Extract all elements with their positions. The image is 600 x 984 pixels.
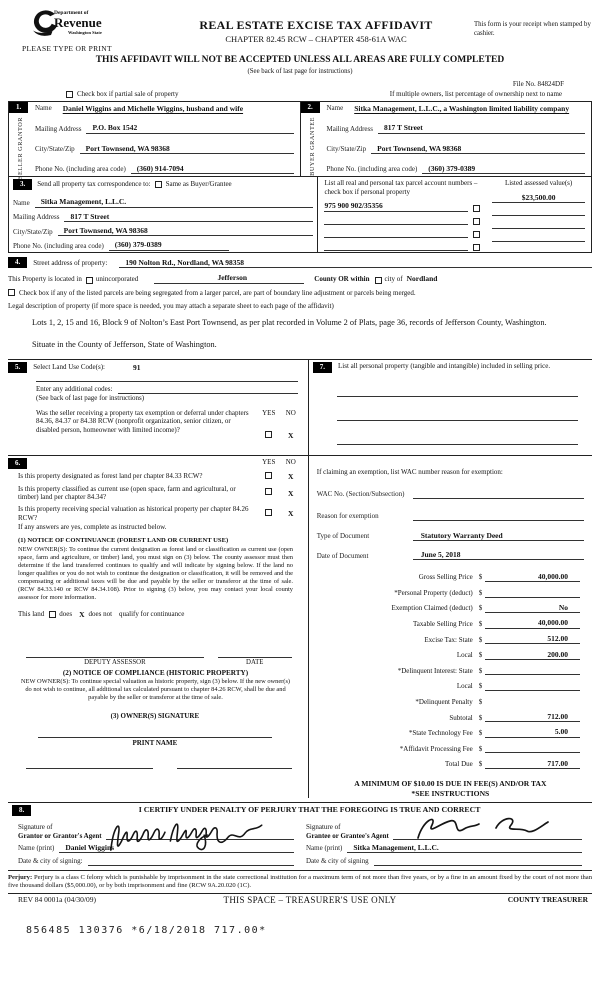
section5-see-back: (See back of last page for instructions) [36, 393, 145, 402]
seller-name-label: Name [35, 104, 52, 113]
fee-value-penalty[interactable] [485, 698, 580, 707]
fee-label-total: Total Due [445, 760, 473, 769]
fee-label-subtotal: Subtotal [449, 713, 473, 722]
same-as-buyer-checkbox[interactable] [155, 181, 162, 188]
fee-value-tech[interactable]: 5.00 [485, 727, 580, 737]
doc-type-label: Type of Document [316, 532, 370, 541]
minimum-note-1: A MINIMUM OF $10.00 IS DUE IN FEE(S) AND/OR TAX [354, 779, 547, 789]
dollar-sign: $ [478, 619, 483, 628]
notice2-body: NEW OWNER(S): To continue special valuation as historic property, sign (3) below. If the new owner(s) do not wish to continue, all additional tax calculated pursuant to chapter 84.26 RCW, shall be due and payable by the seller or transferor at the time of sale. [20, 678, 291, 702]
q2-yes-cell [258, 488, 280, 498]
fee-value-subtotal[interactable]: 712.00 [485, 712, 580, 722]
buyer-city-label: City/State/Zip [326, 145, 367, 154]
buyer-phone-field[interactable]: (360) 379-0389 [422, 164, 585, 174]
section-8-badge: 8. [12, 805, 31, 816]
treasurer-space-label: THIS SPACE – TREASURER'S USE ONLY [223, 895, 397, 906]
grantor-sig-label-1: Signature of [18, 823, 53, 832]
doc-date-label: Date of Document [316, 551, 369, 560]
correspondence-block [9, 177, 317, 252]
land-qualify-row [18, 610, 302, 619]
legal-description-text: Lots 1, 2, 15 and 16, Block 9 of Nolton’s East Port Townsend, as per plat recorded in Volume 2 of Plats, page 36, records of Jefferson County, Washington. [32, 318, 547, 328]
grantee-sig-label-1: Signature of [306, 823, 341, 832]
left-column [8, 360, 309, 798]
date-label: DATE [246, 658, 264, 666]
fee-value-delinquent-local[interactable] [485, 682, 580, 691]
dor-logo [30, 6, 158, 40]
dollar-sign: $ [478, 573, 483, 582]
grantee-sig-label-2: Grantee or Grantee's Agent [306, 831, 389, 840]
buyer-section [300, 102, 592, 176]
grantor-sig-label [18, 823, 102, 840]
multiple-owners-note: If multiple owners, list percentage of ownership next to name [389, 90, 562, 99]
grantee-date-label: Date & city of signing [306, 857, 369, 866]
land-use-code-field[interactable]: 91 [132, 362, 141, 372]
exemption-label: If claiming an exemption, list WAC number reason for exemption: [316, 467, 503, 476]
seller-name-value: Daniel Wiggins and Michelle Wiggins, husband and wife [62, 104, 244, 114]
county-field[interactable]: Jefferson [154, 273, 304, 283]
does-checkbox[interactable] [49, 611, 56, 618]
reason-field[interactable] [413, 512, 584, 521]
grantee-signature-block [300, 820, 588, 866]
parcel-4-personal-checkbox[interactable] [473, 244, 480, 251]
seller-vert-2: GRANTOR [17, 117, 25, 152]
dollar-sign: $ [478, 713, 483, 722]
fees-table [317, 566, 584, 769]
fee-value-processing[interactable] [485, 744, 580, 753]
land-use-section [8, 360, 308, 456]
seller-city-label: City/State/Zip [35, 145, 75, 154]
if-yes-note: If any answers are yes, complete as instructed below. [18, 522, 167, 531]
form-header [8, 6, 592, 53]
bottom-signature-lines [26, 760, 292, 769]
form-subtitle: CHAPTER 82.45 RCW – CHAPTER 458-61A WAC [225, 34, 407, 44]
fee-label-penalty: *Delinquent Penalty [415, 697, 473, 706]
buyer-sidecol [301, 102, 325, 176]
fee-value-excise-state[interactable]: 512.00 [485, 634, 580, 644]
see-back-note: (See back of last page for instructions) [247, 68, 353, 76]
section-6-badge: 6. [8, 458, 27, 469]
seller-section [9, 102, 300, 180]
grantee-date-field[interactable] [374, 857, 582, 866]
property-section [8, 253, 592, 351]
seller-mailing-field[interactable]: P.O. Box 1542 [86, 123, 293, 133]
buyer-mailing-field[interactable]: 817 T Street [378, 123, 585, 133]
assessed-value-4-field[interactable] [492, 233, 585, 242]
right-column [309, 360, 592, 798]
seller-phone-field[interactable]: (360) 914-7094 [131, 164, 294, 174]
dollar-sign: $ [478, 666, 483, 675]
logo-state-label: Washington State [68, 30, 102, 36]
q3-yes-cell [258, 509, 280, 519]
receipt-note: This form is your receipt when stamped by cashier. [474, 21, 591, 38]
notice1-title: (1) NOTICE OF CONTINUANCE (FOREST LAND OR CURRENT USE) [18, 537, 229, 545]
corr-name-label: Name [13, 198, 30, 207]
dollar-sign: $ [478, 744, 483, 753]
city-field[interactable]: Nordland [406, 274, 438, 284]
warning-line: THIS AFFIDAVIT WILL NOT BE ACCEPTED UNLESS ALL AREAS ARE FULLY COMPLETED [95, 55, 505, 66]
additional-codes-label: Enter any additional codes: [36, 385, 113, 394]
buyer-phone-label: Phone No. (including area code) [326, 165, 418, 174]
owners-signature-label: (3) OWNER(S) SIGNATURE [110, 712, 200, 721]
personal-property-section [309, 360, 592, 456]
main-columns [8, 359, 592, 798]
located-pre-label: This Property is located in [8, 274, 82, 283]
assessed-header: Listed assessed value(s) [504, 179, 573, 188]
assessed-value-2-field[interactable] [492, 207, 585, 216]
parcel-1-personal-checkbox[interactable] [473, 205, 480, 212]
current-use-question-row [8, 485, 302, 503]
qualify-label: qualify for continuance [119, 609, 185, 618]
notice2-title: (2) NOTICE OF COMPLIANCE (HISTORIC PROPERTY) [62, 669, 249, 678]
q1-no-answer[interactable]: X [288, 472, 294, 482]
fee-value-delinquent-state[interactable] [485, 666, 580, 675]
dollar-sign: $ [478, 651, 483, 660]
buyer-name-label: Name [326, 104, 344, 113]
notice-continuance [18, 537, 293, 601]
partial-sale-checkbox[interactable] [66, 91, 73, 98]
does-label: does [59, 609, 73, 618]
logo-dept-label: Department of [54, 10, 89, 17]
assessed-value-1-field[interactable]: $23,500.00 [492, 193, 585, 203]
legal-description-label: Legal description of property (if more space is needed, you may attach a separate sheet to each page of the affidavit) [8, 302, 334, 311]
parcel-4-field[interactable] [324, 242, 468, 251]
corr-city-label: City/State/Zip [13, 227, 53, 236]
buyer-name-field[interactable] [348, 104, 585, 113]
dor-logo-block [8, 6, 158, 53]
grantee-signature[interactable] [410, 810, 560, 846]
street-address-line-ext [369, 267, 592, 268]
wac-field[interactable] [413, 490, 584, 499]
personal-property-label: List all personal property (tangible and intangible) included in selling price. [338, 361, 551, 370]
grantor-sig-label-2: Grantor or Grantor's Agent [18, 831, 102, 840]
seller-sidecol [9, 102, 33, 180]
buyer-fields [325, 102, 592, 176]
personal-property-line-3[interactable] [337, 425, 578, 445]
land-use-label: Select Land Use Code(s): [33, 362, 105, 371]
land-use-underline [36, 381, 298, 382]
parcel-header: List all real and personal tax parcel account numbers – check box if personal property [324, 179, 478, 196]
seller-city-field[interactable]: Port Townsend, WA 98368 [80, 144, 294, 154]
segregated-checkbox[interactable] [8, 289, 15, 296]
corr-phone-field[interactable]: (360) 379-0389 [109, 240, 229, 250]
segregated-label: Check box if any of the listed parcels are being segregated from a larger parcel, are part of boundary line adjustment or parcels being merged. [19, 288, 416, 297]
fee-label-gross: Gross Selling Price [418, 573, 473, 582]
grantor-date-label: Date & city of signing: [18, 857, 83, 866]
reason-label: Reason for exemption [316, 511, 379, 520]
owners-signature-line[interactable] [38, 737, 272, 738]
fee-label-personal: *Personal Property (deduct) [394, 588, 473, 597]
certify-statement: I CERTIFY UNDER PENALTY OF PERJURY THAT THE FOREGOING IS TRUE AND CORRECT [138, 805, 481, 815]
section-5-badge: 5. [8, 362, 27, 373]
parcel-number-field[interactable]: 975 900 902/35356 [324, 201, 468, 211]
personal-property-line-2[interactable] [337, 401, 578, 421]
seller-mailing-label: Mailing Address [35, 125, 82, 134]
exemption-block [309, 468, 592, 798]
fee-label-exemption: Exemption Claimed (deduct) [391, 604, 473, 613]
section5-yes-header: YES [262, 408, 276, 417]
title-block [158, 6, 474, 53]
grantee-name-field[interactable]: Sitka Management, L.L.C. [347, 843, 582, 853]
section5-no-header: NO [285, 408, 296, 417]
seller-grantor-vertical-label [17, 117, 25, 179]
street-address-field[interactable]: 190 Nolton Rd., Nordland, WA 98358 [119, 258, 369, 268]
fee-label-delinquent-local: Local [456, 682, 473, 691]
does-not-label: does not [88, 609, 113, 618]
assessed-values-block [486, 177, 591, 252]
buyer-vert-1: BUYER [308, 152, 316, 177]
street-address-label: Street address of property: [33, 259, 108, 268]
correspondence-label: Send all property tax correspondence to: [37, 180, 151, 189]
section5-yes-checkbox[interactable] [265, 431, 272, 438]
corr-mailing-field[interactable]: 817 T Street [64, 212, 313, 222]
bottom-line-left[interactable] [26, 760, 153, 769]
section-1-badge: 1. [9, 102, 28, 113]
form-title: REAL ESTATE EXCISE TAX AFFIDAVIT [199, 18, 433, 32]
parcel-3-personal-checkbox[interactable] [473, 231, 480, 238]
fee-label-excise-local: Local [456, 651, 473, 660]
logo-revenue-label: Revenue [54, 15, 102, 30]
fee-value-exemption[interactable]: No [485, 603, 580, 613]
q1-yes-checkbox[interactable] [265, 472, 272, 479]
parcel-numbers-block [317, 177, 486, 252]
seller-fields [33, 102, 300, 176]
partial-sale-row [8, 90, 592, 99]
logo-text [54, 10, 102, 36]
parcel-2-field[interactable] [324, 216, 468, 225]
fee-label-tech: *State Technology Fee [408, 729, 473, 738]
treasurer-stamp: 856485 130376 *6/18/2018 717.00* [26, 924, 267, 936]
deputy-assessor-signature-line[interactable] [26, 649, 204, 658]
grantor-date-field[interactable] [88, 857, 294, 866]
q2-yes-checkbox[interactable] [265, 488, 272, 495]
fee-label-excise-state: Excise Tax: State [424, 635, 473, 644]
fee-label-taxable: Taxable Selling Price [412, 619, 473, 628]
fee-label-processing: *Affidavit Processing Fee [399, 744, 473, 753]
personal-property-line-1[interactable] [337, 377, 578, 397]
seller-phone-label: Phone No. (including area code) [35, 165, 126, 174]
rev-number: REV 84 0001a (04/30/09) [18, 895, 96, 905]
corr-mailing-label: Mailing Address [13, 213, 60, 222]
designation-section [8, 456, 308, 773]
does-not-x-mark[interactable]: X [79, 609, 85, 619]
located-mid-label: County OR within [314, 274, 370, 283]
buyer-name-value: Sitka Management, L.L.C., a Washington limited liability company [354, 104, 570, 114]
city-of-checkbox[interactable] [375, 277, 382, 284]
parcel-3-field[interactable] [324, 229, 468, 238]
forest-land-question-row [8, 472, 302, 482]
fee-value-gross[interactable]: 40,000.00 [485, 572, 580, 582]
dollar-sign: $ [478, 729, 483, 738]
seller-name-field[interactable] [57, 104, 294, 113]
print-name-label: PRINT NAME [132, 739, 178, 748]
grantee-sig-label [306, 823, 389, 840]
grantor-signature-block [12, 820, 300, 866]
q3-yes-checkbox[interactable] [265, 509, 272, 516]
same-as-buyer-label: Same as Buyer/Grantee [165, 180, 232, 189]
footer-rule [8, 893, 592, 894]
buyer-city-field[interactable]: Port Townsend, WA 98368 [371, 144, 585, 154]
section6-yes-header: YES [262, 457, 276, 466]
deputy-date-line[interactable] [218, 649, 292, 658]
grantor-signature[interactable] [103, 808, 275, 859]
fee-value-personal[interactable] [485, 589, 580, 598]
unincorporated-label: unincorporated [95, 274, 139, 283]
please-type-label: PLEASE TYPE OR PRINT [22, 44, 112, 53]
corr-name-field[interactable]: Sitka Management, L.L.C. [35, 197, 314, 207]
fee-value-taxable[interactable]: 40,000.00 [485, 618, 580, 628]
notice1-body: NEW OWNER(S): To continue the current designation as forest land or classification as current use (open space, farm and agriculture, or timber) land, you must sign on (3) below. The county assessor must then determine if the land transferred continues to qualify and will indicate by signing below. If the land no longer qualifies or you do not wish to continue the designation or classification, it will be removed and the compensating or additional taxes will be due and payable by the seller or transferor at the time of sale. (RCW 84.33.140 or RCW 84.34.108). Prior to signing (3) below, you may contact your local county assessor for more information. [18, 545, 293, 601]
city-of-label: city of [384, 274, 403, 283]
parcel-2-personal-checkbox[interactable] [473, 218, 480, 225]
wac-label: WAC No. (Section/Subsection) [316, 489, 405, 498]
current-use-question: Is this property classified as current use (open space, farm and agricultural, or timber) land per chapter 84.34? [18, 484, 236, 502]
corr-phone-label: Phone No. (including area code) [13, 241, 104, 250]
section-2-badge: 2. [301, 102, 320, 113]
tax-exemption-question: Was the seller receiving a property tax exemption or deferral under chapters 84.36, 84.37 or 84.38 RCW (nonprofit organization, senior citizen, or disabled person, homeowner with limited income)? [36, 408, 249, 435]
q2-no-answer[interactable]: X [288, 488, 294, 498]
doc-type-field[interactable]: Statutory Warranty Deed [413, 531, 584, 541]
dollar-sign: $ [478, 697, 483, 706]
deputy-assessor-lines [26, 649, 292, 658]
q3-no-answer[interactable]: X [288, 509, 294, 519]
section-4-badge: 4. [8, 257, 27, 268]
this-land-label: This land [18, 609, 45, 618]
county-treasurer-label: COUNTY TREASURER [507, 895, 588, 905]
correspondence-parcel-box [8, 177, 592, 253]
buyer-vert-2: GRANTEE [308, 117, 316, 151]
dollar-sign: $ [478, 635, 483, 644]
unincorporated-checkbox[interactable] [86, 277, 93, 284]
historical-question: Is this property receiving special valuation as historical property per chapter 84.26 RCW? [18, 505, 249, 522]
footer-row [8, 895, 592, 906]
dollar-sign: $ [478, 604, 483, 613]
assessed-value-3-field[interactable] [492, 220, 585, 229]
fee-value-total[interactable]: 717.00 [485, 759, 580, 769]
fee-label-delinquent-state: *Delinquent Interest: State [397, 666, 473, 675]
perjury-label: Perjury: [8, 874, 33, 882]
fee-value-excise-local[interactable]: 200.00 [485, 650, 580, 660]
minimum-note-2: *SEE INSTRUCTIONS [411, 788, 490, 798]
certification-section [8, 802, 592, 871]
section5-yes-cell [258, 431, 280, 441]
buyer-mailing-label: Mailing Address [326, 125, 373, 134]
bottom-line-right[interactable] [177, 760, 292, 769]
grantor-name-field[interactable]: Daniel Wiggins [59, 843, 294, 853]
situate-text: Situate in the County of Jefferson, State of Washington. [32, 340, 217, 350]
buyer-grantee-vertical-label [309, 117, 317, 176]
file-number: File No. 84824DF [512, 79, 564, 88]
section6-no-header: NO [285, 457, 296, 466]
dollar-sign: $ [478, 760, 483, 769]
seller-buyer-box [8, 101, 592, 180]
section-3-badge: 3. [13, 179, 32, 190]
grantor-name-label: Name (print) [18, 844, 55, 853]
notice-compliance [18, 669, 293, 702]
deputy-assessor-label: DEPUTY ASSESSOR [84, 658, 146, 666]
additional-codes-field[interactable] [118, 385, 297, 394]
perjury-note [8, 874, 592, 890]
partial-sale-label: Check box if partial sale of property [77, 90, 179, 99]
historical-question-row [8, 505, 302, 523]
section-7-badge: 7. [313, 362, 332, 373]
dollar-sign: $ [478, 682, 483, 691]
perjury-body: Perjury is a class C felony which is punishable by imprisonment in the state correctional institution for a maximum term of not more than five years, or by a fine in an amount fixed by the court of not more than five thousand dollars ($5,000.00), or by both imprisonment and fine (RCW 9A.20.020 (1C). [8, 874, 592, 890]
corr-city-field[interactable]: Port Townsend, WA 98368 [58, 226, 314, 236]
seller-vert-1: SELLER [17, 153, 25, 180]
doc-date-field[interactable]: June 5, 2018 [413, 550, 584, 560]
dollar-sign: $ [478, 588, 483, 597]
section5-no-answer[interactable]: X [288, 431, 294, 441]
grantee-name-label: Name (print) [306, 844, 343, 853]
q1-yes-cell [258, 472, 280, 482]
forest-land-question: Is this property designated as forest land per chapter 84.33 RCW? [18, 472, 203, 481]
